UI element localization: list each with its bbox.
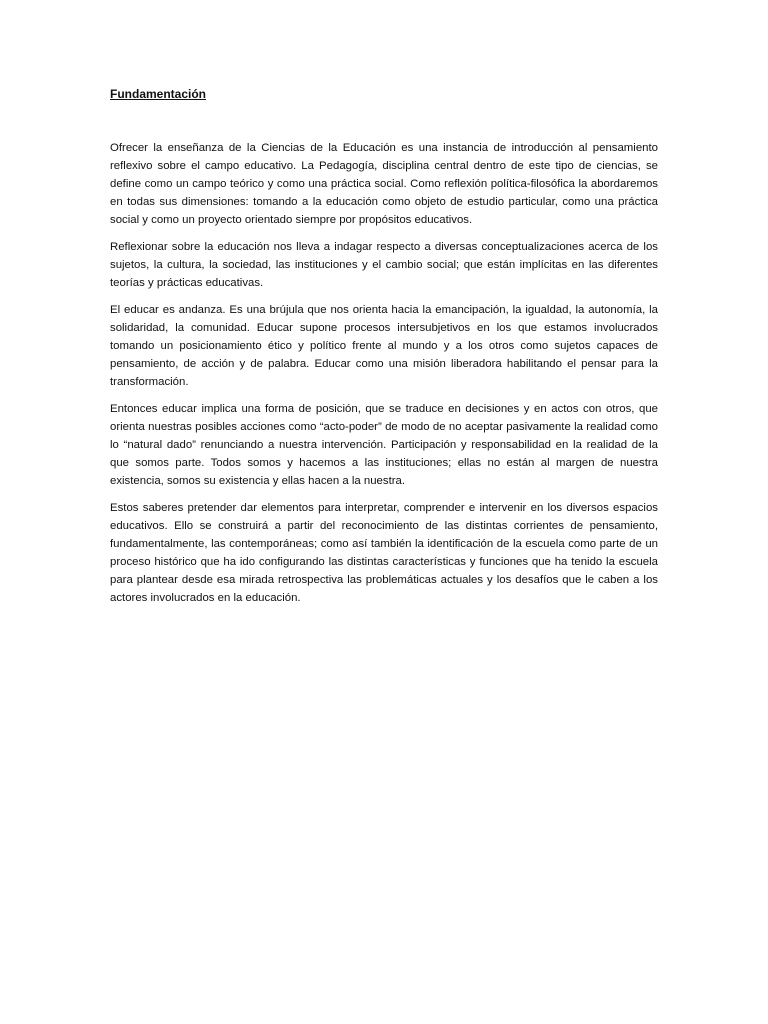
paragraph-2: Reflexionar sobre la educación nos lleva a indagar respecto a diversas conceptualizaciones acerca de los sujetos, la cultura, la sociedad, las instituciones y el cambio social; que están implícitas en las diferentes teorías y prácticas educativas. xyxy=(110,241,658,289)
paragraph-4: Entonces educar implica una forma de posición, que se traduce en decisiones y en actos con otros, que orienta nuestras posibles acciones como “acto-poder” de modo de no aceptar pasivamente la realidad como lo “natural dado” renunciando a nuestra intervención. Participación y responsabilidad en la realidad de la que somos parte. Todos somos y hacemos a las instituciones; ellas no están al margen de nuestra existencia, somos su existencia y ellas hacen a la nuestra. xyxy=(110,403,658,487)
paragraph-1: Ofrecer la enseñanza de la Ciencias de la Educación es una instancia de introducción al pensamiento reflexivo sobre el campo educativo. La Pedagogía, disciplina central dentro de este tipo de ciencias, se define como un campo teórico y como una práctica social. Como reflexión política-filosófica la abordaremos en todas sus dimensiones: tomando a la educación como objeto de estudio particular, como una práctica social y como un proyecto orientado siempre por propósitos educativos. xyxy=(110,142,658,226)
section-heading: Fundamentación xyxy=(110,87,207,101)
paragraph-5: Estos saberes pretender dar elementos para interpretar, comprender e intervenir en los diversos espacios educativos. Ello se construirá a partir del reconocimiento de las distintas corrientes de pensamiento, fundamentalmente, las contemporáneas; como así también la identificación de la escuela como parte de un proceso histórico que ha ido configurando las distintas características y funciones que ha tenido la escuela para plantear desde esa mirada retrospectiva las problemáticas actuales y los desafíos que le caben a los actores involucrados en la educación. xyxy=(110,502,658,604)
document-page xyxy=(110,86,658,616)
paragraph-3: El educar es andanza. Es una brújula que nos orienta hacia la emancipación, la igualdad, la autonomía, la solidaridad, la comunidad. Educar supone procesos intersubjetivos en los que estamos involucrados tomando un posicionamiento ético y político frente al mundo y a los otros como sujetos capaces de pensamiento, de acción y de palabra. Educar como una misión liberadora habilitando el pensar para la transformación. xyxy=(110,304,658,388)
